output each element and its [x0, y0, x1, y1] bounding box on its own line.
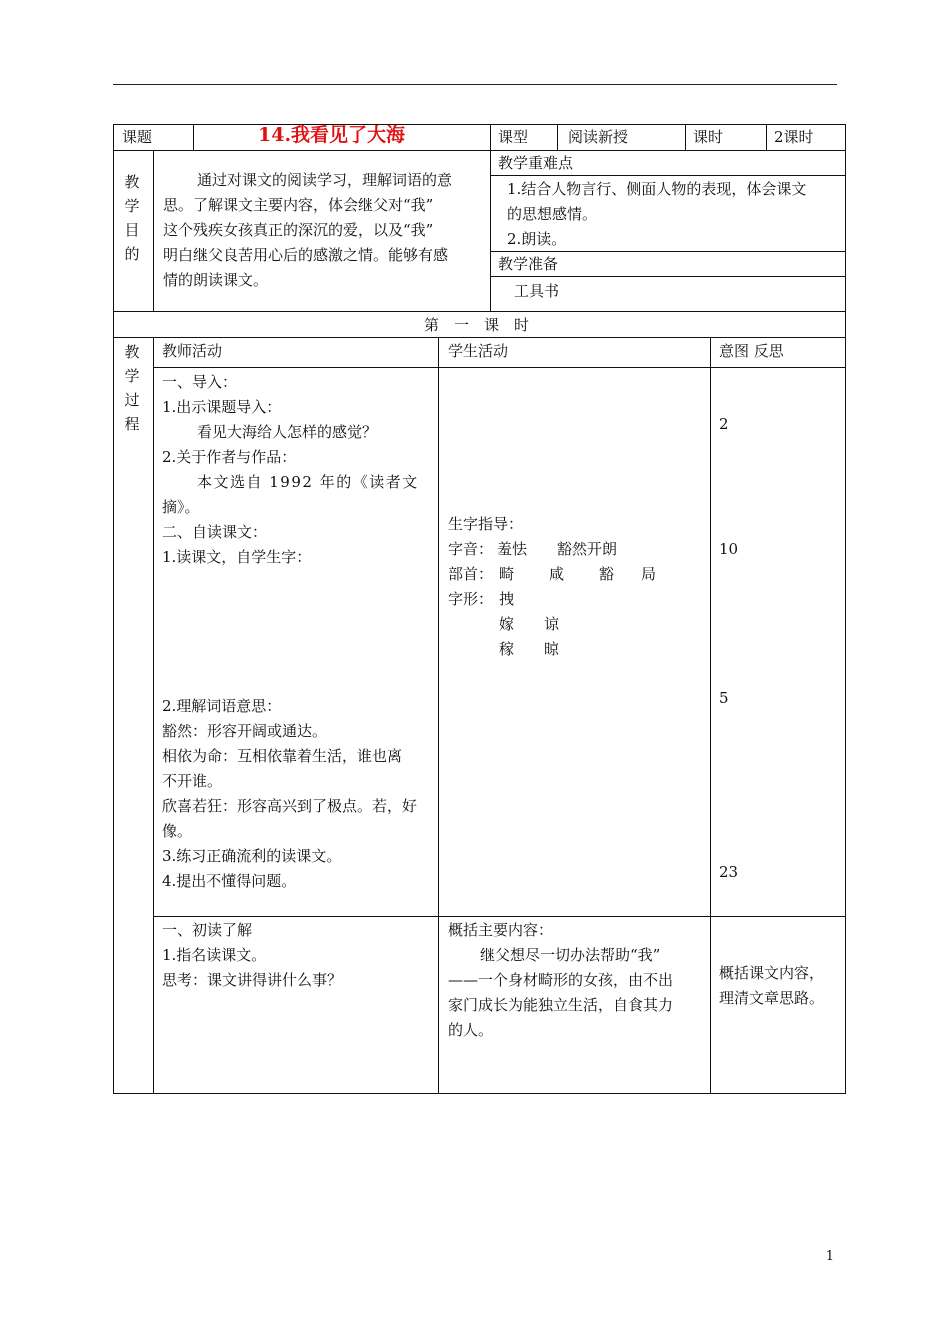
header-rule: [113, 84, 837, 85]
keti-label: 课题: [122, 128, 153, 146]
process-label: 教 学 过 程: [124, 343, 140, 433]
col-intent-header: 意图 反思: [719, 342, 784, 360]
key-points-label: 教学重难点: [498, 154, 574, 172]
page-number: 1: [825, 1249, 834, 1264]
col-student-header: 学生活动: [448, 342, 509, 360]
keshi-value: 2课时: [774, 128, 814, 146]
preparation-label: 教学准备: [498, 255, 559, 273]
lesson-title: 14.我看见了大海: [258, 124, 406, 146]
kexing-label: 课型: [498, 128, 529, 146]
preparation-value: 工具书: [514, 282, 560, 300]
keshi-label: 课时: [693, 128, 724, 146]
kexing-value: 阅读新授: [568, 128, 629, 146]
objectives-label: 教 学 目 的: [124, 173, 140, 263]
col-teacher-header: 教师活动: [162, 342, 223, 360]
lesson-heading: 第 一 课 时: [424, 316, 530, 334]
